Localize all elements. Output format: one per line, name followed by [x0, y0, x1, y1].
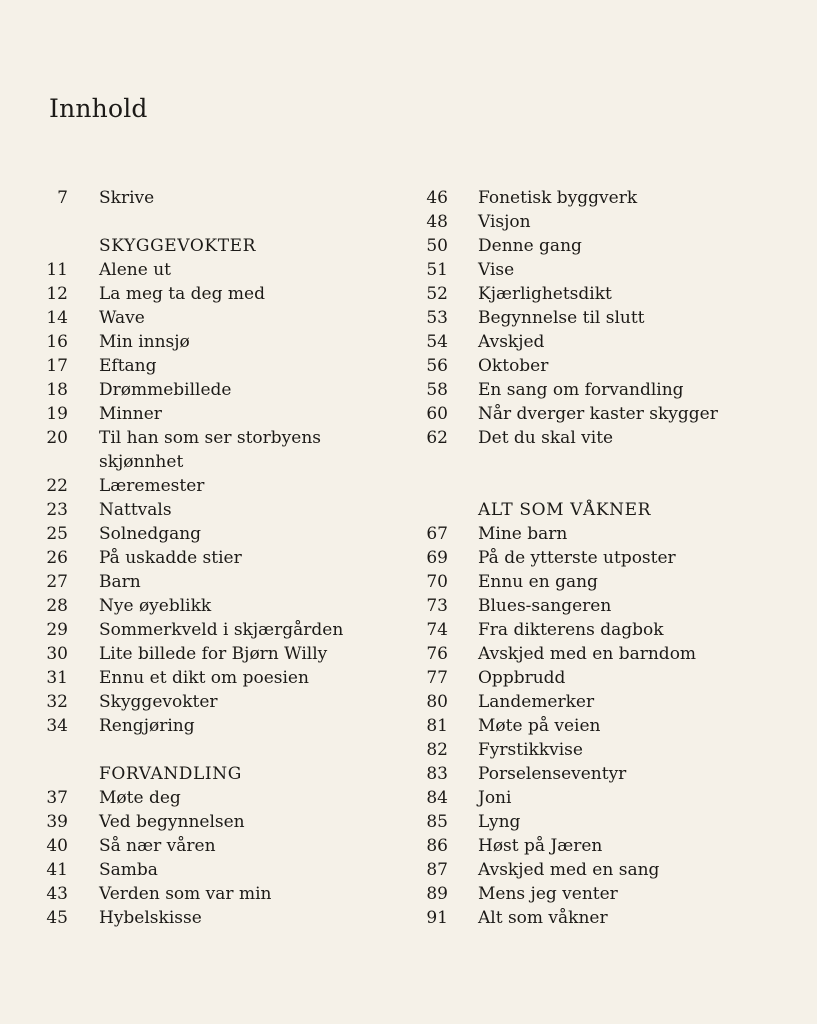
page-number: 30 — [46, 644, 68, 664]
entry-title: Til han som ser storbyens — [99, 428, 321, 448]
page-number: 87 — [426, 860, 448, 880]
entry-title: Sommerkveld i skjærgården — [99, 620, 344, 640]
toc-column-left — [40, 186, 380, 930]
page-number: 17 — [46, 356, 68, 376]
toc-entry — [40, 690, 380, 714]
page-number: 60 — [426, 404, 448, 424]
toc-entry — [40, 834, 380, 858]
entry-title: Minner — [99, 404, 162, 424]
entry-title: Nye øyeblikk — [99, 596, 212, 616]
toc-entry-continuation — [40, 450, 380, 474]
toc-entry — [412, 522, 772, 546]
entry-title: Høst på Jæren — [478, 836, 603, 856]
toc-entry — [412, 546, 772, 570]
toc-entry — [40, 810, 380, 834]
toc-entry — [412, 330, 772, 354]
entry-title: Oktober — [478, 356, 549, 376]
entry-title: På uskadde stier — [99, 548, 242, 568]
entry-title: Fyrstikkvise — [478, 740, 583, 760]
entry-title: En sang om forvandling — [478, 380, 684, 400]
page-number: 91 — [426, 908, 448, 928]
section-heading-forvandling: FORVANDLING — [99, 764, 242, 784]
toc-entry — [412, 378, 772, 402]
page-number: 80 — [426, 692, 448, 712]
toc-entry — [40, 282, 380, 306]
toc-entry — [412, 618, 772, 642]
entry-title: Visjon — [478, 212, 531, 232]
page-number: 56 — [426, 356, 448, 376]
page-number: 52 — [426, 284, 448, 304]
toc-entry — [40, 858, 380, 882]
toc-entry — [40, 402, 380, 426]
entry-title: Samba — [99, 860, 158, 880]
entry-title: Skyggevokter — [99, 692, 218, 712]
entry-title: Mens jeg venter — [478, 884, 618, 904]
entry-title: Skrive — [99, 188, 155, 208]
page-number: 58 — [426, 380, 448, 400]
entry-title: Alene ut — [99, 260, 171, 280]
toc-entry — [40, 570, 380, 594]
toc-entry — [40, 714, 380, 738]
page-number: 14 — [46, 308, 68, 328]
toc-list — [40, 786, 380, 930]
page-number: 31 — [46, 668, 68, 688]
page-number: 77 — [426, 668, 448, 688]
toc-entry — [412, 402, 772, 426]
toc-entry — [40, 354, 380, 378]
toc-entry — [40, 546, 380, 570]
page-number: 53 — [426, 308, 448, 328]
entry-title: Kjærlighetsdikt — [478, 284, 612, 304]
page-number: 48 — [426, 212, 448, 232]
toc-entry — [412, 258, 772, 282]
toc-entry — [40, 642, 380, 666]
toc-entry — [412, 690, 772, 714]
page-number: 7 — [57, 188, 68, 208]
page-number: 46 — [426, 188, 448, 208]
toc-entry — [40, 786, 380, 810]
page-number: 70 — [426, 572, 448, 592]
entry-title: Min innsjø — [99, 332, 190, 352]
entry-title: Oppbrudd — [478, 668, 566, 688]
entry-title: Blues-sangeren — [478, 596, 612, 616]
page-number: 23 — [46, 500, 68, 520]
toc-entry — [40, 666, 380, 690]
toc-entry — [412, 642, 772, 666]
entry-title: Solnedgang — [99, 524, 202, 544]
page-number: 32 — [46, 692, 68, 712]
page-number: 89 — [426, 884, 448, 904]
page-number: 28 — [46, 596, 68, 616]
page-number: 11 — [46, 260, 68, 280]
entry-title: Så nær våren — [99, 836, 216, 856]
page-number: 29 — [46, 620, 68, 640]
toc-entry — [40, 594, 380, 618]
entry-title: Møte på veien — [478, 716, 601, 736]
toc-entry — [412, 186, 772, 210]
toc-entry — [40, 306, 380, 330]
toc-entry — [412, 858, 772, 882]
page-number: 73 — [426, 596, 448, 616]
page-number: 25 — [46, 524, 68, 544]
page-number: 18 — [46, 380, 68, 400]
page-number: 69 — [426, 548, 448, 568]
toc-entry — [40, 474, 380, 498]
entry-title: Wave — [99, 308, 145, 328]
entry-title: Landemerker — [478, 692, 595, 712]
page-number: 39 — [46, 812, 68, 832]
entry-title: Nattvals — [99, 500, 172, 520]
toc-entry — [412, 666, 772, 690]
entry-title: Møte deg — [99, 788, 181, 808]
toc-entry — [40, 378, 380, 402]
toc-entry — [412, 906, 772, 930]
toc-entry — [40, 426, 380, 450]
page-number: 27 — [46, 572, 68, 592]
page-number: 54 — [426, 332, 448, 352]
page-title: Innhold — [49, 94, 148, 123]
toc-list — [40, 474, 380, 738]
toc-entry — [412, 714, 772, 738]
entry-title: Avskjed — [478, 332, 545, 352]
entry-title: Avskjed med en sang — [478, 860, 660, 880]
toc-entry — [412, 810, 772, 834]
page-number: 37 — [46, 788, 68, 808]
section-heading-alt-som-vakner: ALT SOM VÅKNER — [478, 500, 652, 520]
entry-title: Avskjed med en barndom — [478, 644, 697, 664]
entry-title: Verden som var min — [99, 884, 272, 904]
entry-title: Drømmebillede — [99, 380, 232, 400]
entry-title: Når dverger kaster skygger — [478, 404, 718, 424]
toc-entry — [412, 882, 772, 906]
page-number: 86 — [426, 836, 448, 856]
entry-title: Fonetisk byggverk — [478, 188, 638, 208]
page-number: 16 — [46, 332, 68, 352]
entry-title: Rengjøring — [99, 716, 195, 736]
page-number: 26 — [46, 548, 68, 568]
toc-entry — [412, 570, 772, 594]
entry-title: Ennu et dikt om poesien — [99, 668, 309, 688]
toc-entry — [40, 186, 380, 210]
page-number: 45 — [46, 908, 68, 928]
entry-title: Ved begynnelsen — [99, 812, 245, 832]
entry-title: Joni — [478, 788, 512, 808]
entry-title: Porselenseventyr — [478, 764, 627, 784]
toc-entry — [412, 738, 772, 762]
page-number: 22 — [46, 476, 68, 496]
toc-entry — [40, 498, 380, 522]
page-number: 62 — [426, 428, 448, 448]
entry-title: Eftang — [99, 356, 157, 376]
toc-entry — [40, 330, 380, 354]
entry-title-continuation: skjønnhet — [99, 452, 184, 472]
page-number: 50 — [426, 236, 448, 256]
page-number: 67 — [426, 524, 448, 544]
toc-entry — [412, 234, 772, 258]
page-number: 82 — [426, 740, 448, 760]
page-number: 76 — [426, 644, 448, 664]
toc-entry — [40, 258, 380, 282]
page-number: 20 — [46, 428, 68, 448]
entry-title: På de ytterste utposter — [478, 548, 676, 568]
page-number: 74 — [426, 620, 448, 640]
entry-title: Mine barn — [478, 524, 568, 544]
toc-list — [40, 258, 380, 450]
toc-entry — [412, 426, 772, 450]
entry-title: Fra dikterens dagbok — [478, 620, 664, 640]
toc-column-right — [412, 186, 772, 930]
page-number: 83 — [426, 764, 448, 784]
toc-list — [412, 522, 772, 930]
page-number: 12 — [46, 284, 68, 304]
toc-entry — [40, 522, 380, 546]
entry-title: Barn — [99, 572, 141, 592]
entry-title: Det du skal vite — [478, 428, 614, 448]
page-number: 43 — [46, 884, 68, 904]
entry-title: Denne gang — [478, 236, 582, 256]
page-number: 40 — [46, 836, 68, 856]
section-heading-skyggevokter: SKYGGEVOKTER — [99, 236, 257, 256]
entry-title: Vise — [478, 260, 515, 280]
toc-entry — [412, 306, 772, 330]
entry-title: Ennu en gang — [478, 572, 598, 592]
page-number: 41 — [46, 860, 68, 880]
toc-entry — [40, 882, 380, 906]
toc-entry — [412, 354, 772, 378]
toc-entry — [412, 834, 772, 858]
entry-title: Lite billede for Bjørn Willy — [99, 644, 328, 664]
page-number: 51 — [426, 260, 448, 280]
toc-entry — [40, 618, 380, 642]
page-number: 19 — [46, 404, 68, 424]
entry-title: Lyng — [478, 812, 521, 832]
toc-entry — [412, 282, 772, 306]
toc-entry — [412, 594, 772, 618]
entry-title: Alt som våkner — [478, 908, 608, 928]
page-number: 85 — [426, 812, 448, 832]
entry-title: Begynnelse til slutt — [478, 308, 645, 328]
page-number: 34 — [46, 716, 68, 736]
entry-title: Hybelskisse — [99, 908, 202, 928]
page-number: 84 — [426, 788, 448, 808]
toc-list — [412, 186, 772, 450]
entry-title: La meg ta deg med — [99, 284, 265, 304]
toc-entry — [412, 786, 772, 810]
toc-entry — [412, 762, 772, 786]
entry-title: Læremester — [99, 476, 205, 496]
page-number: 81 — [426, 716, 448, 736]
toc-entry — [412, 210, 772, 234]
toc-entry — [40, 906, 380, 930]
